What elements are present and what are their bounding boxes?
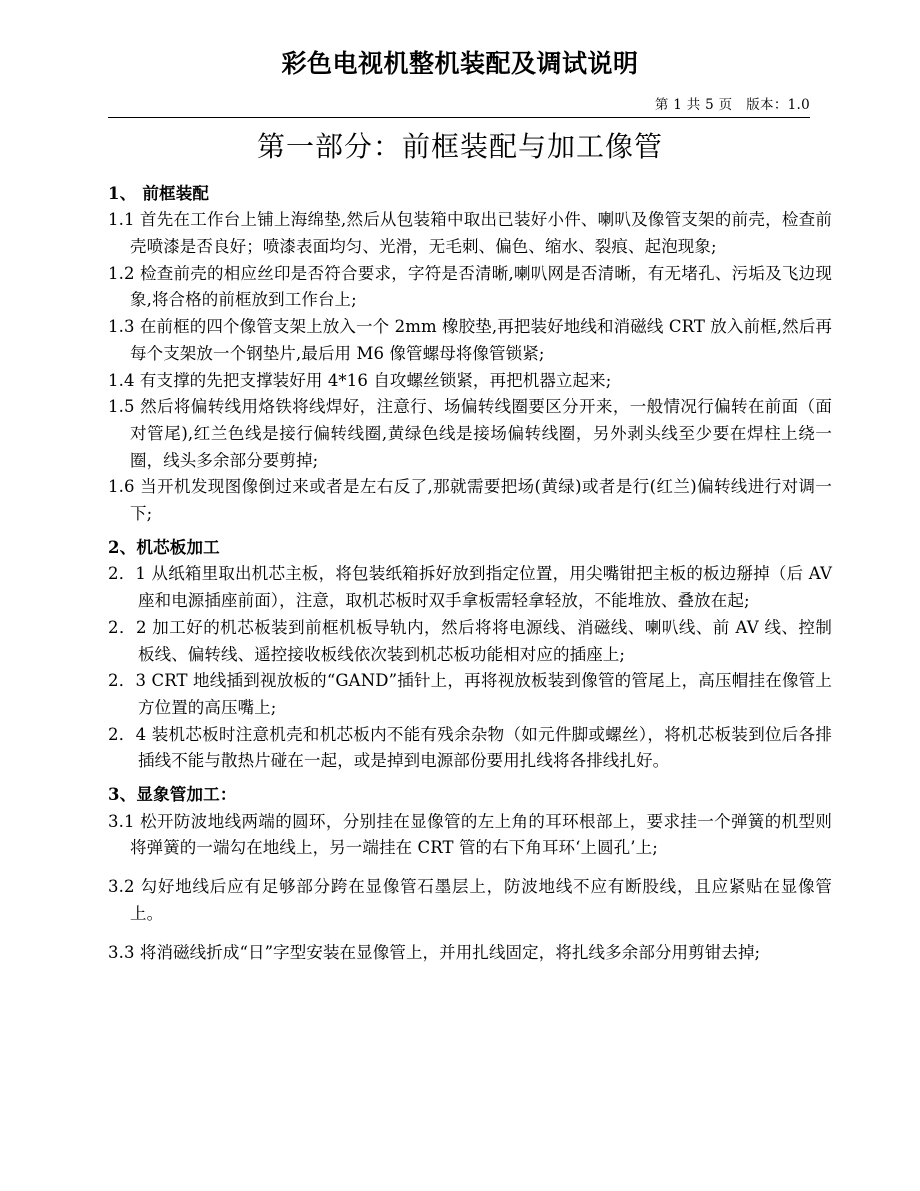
page-number-and-version: 第 1 共 5 页 版本：1.0 xyxy=(654,97,810,114)
part-heading: 第一部分：前框装配与加工像管 xyxy=(256,130,663,164)
document-title: 彩色电视机整机装配及调试说明 xyxy=(281,49,639,78)
paragraph-1-2: 1.2 检查前壳的相应丝印是否符合要求，字符是否清晰,喇叭网是否清晰，有无堵孔、污垢及飞边现象,将合格的前框放到工作台上; xyxy=(108,263,832,310)
paragraph-2-3: 2．3 CRT 地线插到视放板的“GAND”插针上，再将视放板装到像管的管尾上，高压帽挂在像管上方位置的高压嘴上; xyxy=(108,671,832,717)
paragraph-2-1: 2．1 从纸箱里取出机芯主板，将包装纸箱拆好放到指定位置，用尖嘴钳把主板的板边掰掉（后 AV 座和电源插座前面），注意，取机芯板时双手拿板需轻拿轻放，不能堆放、叠放在起; xyxy=(108,564,832,611)
section-heading-2: 2、机芯板加工 xyxy=(108,537,220,557)
section-heading-3: 3、显象管加工： xyxy=(108,785,237,805)
paragraph-1-5: 1.5 然后将偏转线用烙铁将线焊好，注意行、场偏转线圈要区分开来，一般情况行偏转在前面（面对管尾),红兰色线是接行偏转线圈,黄绿色线是接场偏转线圈，另外剥头线至少要在焊柱上绕一圈，线头多余部分要剪掉; xyxy=(108,397,832,470)
paragraph-1-6: 1.6 当开机发现图像倒过来或者是左右反了,那就需要把场(黄绿)或者是行(红兰)偏转线进行对调一下; xyxy=(108,477,832,524)
header-divider-rule xyxy=(108,117,810,118)
paragraph-3-3: 3.3 将消磁线折成“日”字型安装在显像管上，并用扎线固定，将扎线多余部分用剪钳去掉; xyxy=(108,942,761,962)
paragraph-3-1: 3.1 松开防波地线两端的圆环，分别挂在显像管的左上角的耳环根部上，要求挂一个弹簧的机型则将弹簧的一端勾在地线上，另一端挂在 CRT 管的右下角耳环‘上圆孔’上; xyxy=(108,811,832,858)
paragraph-2-2: 2．2 加工好的机芯板装到前框机板导轨内，然后将将电源线、消磁线、喇叭线、前 AV 线、控制板线、偏转线、遥控接收板线依次装到机芯板功能相对应的插座上; xyxy=(108,617,832,664)
paragraph-3-2: 3.2 勾好地线后应有足够部分跨在显像管石墨层上，防波地线不应有断股线，且应紧贴在显像管上。 xyxy=(108,877,832,923)
document-body xyxy=(0,166,920,967)
paragraph-1-1: 1.1 首先在工作台上铺上海绵垫,然后从包装箱中取出已装好小件、喇叭及像管支架的前壳，检查前壳喷漆是否良好；喷漆表面均匀、光滑，无毛刺、偏色、缩水、裂痕、起泡现象; xyxy=(108,210,832,256)
section-heading-1: 1、 前框装配 xyxy=(108,183,210,203)
paragraph-1-4: 1.4 有支撑的先把支撑装好用 4*16 自攻螺丝锁紧，再把机器立起来; xyxy=(108,370,612,390)
paragraph-1-3: 1.3 在前框的四个像管支架上放入一个 2mm 橡胶垫,再把装好地线和消磁线 CRT 放入前框,然后再每个支架放一个钢垫片,最后用 M6 像管螺母将像管锁紧; xyxy=(108,317,832,363)
paragraph-2-4: 2．4 装机芯板时注意机壳和机芯板内不能有残余杂物（如元件脚或螺丝），将机芯板装到位后各排插线不能与散热片碰在一起，或是掉到电源部份要用扎线将各排线扎好。 xyxy=(108,724,832,771)
